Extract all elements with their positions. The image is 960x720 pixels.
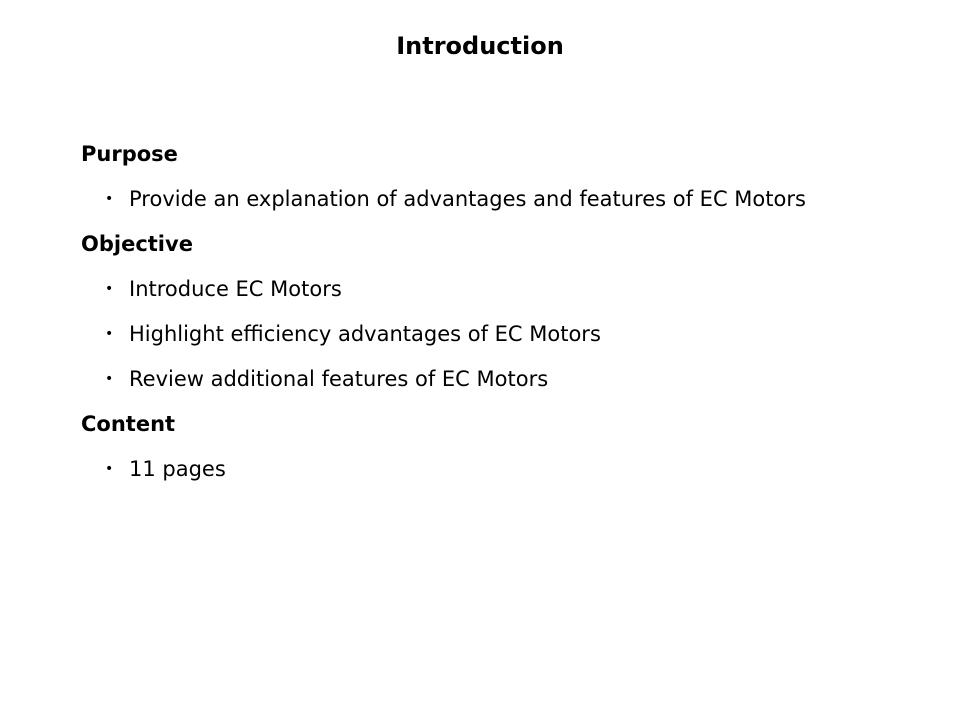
bullet-item	[81, 184, 941, 214]
section-heading: Content	[81, 412, 176, 436]
section-purpose	[81, 139, 941, 214]
section-heading: Objective	[81, 232, 193, 256]
bullet-item	[81, 319, 941, 349]
bullet-list	[81, 454, 941, 484]
slide-content	[81, 139, 941, 499]
bullet-text: Highlight efficiency advantages of EC Motors	[129, 322, 601, 346]
bullet-icon: •	[105, 326, 114, 342]
section-heading: Purpose	[81, 142, 178, 166]
bullet-item	[81, 364, 941, 394]
bullet-icon: •	[105, 191, 114, 207]
bullet-item	[81, 274, 941, 304]
bullet-list	[81, 274, 941, 394]
bullet-list	[81, 184, 941, 214]
bullet-text: Introduce EC Motors	[129, 277, 342, 301]
section-objective	[81, 229, 941, 394]
section-content	[81, 409, 941, 484]
bullet-icon: •	[105, 461, 114, 477]
bullet-icon: •	[105, 371, 114, 387]
bullet-text: Provide an explanation of advantages and features of EC Motors	[129, 187, 806, 211]
bullet-icon: •	[105, 281, 114, 297]
bullet-item	[81, 454, 941, 484]
slide-title: Introduction	[396, 32, 564, 60]
bullet-text: 11 pages	[129, 457, 226, 481]
bullet-text: Review additional features of EC Motors	[129, 367, 549, 391]
